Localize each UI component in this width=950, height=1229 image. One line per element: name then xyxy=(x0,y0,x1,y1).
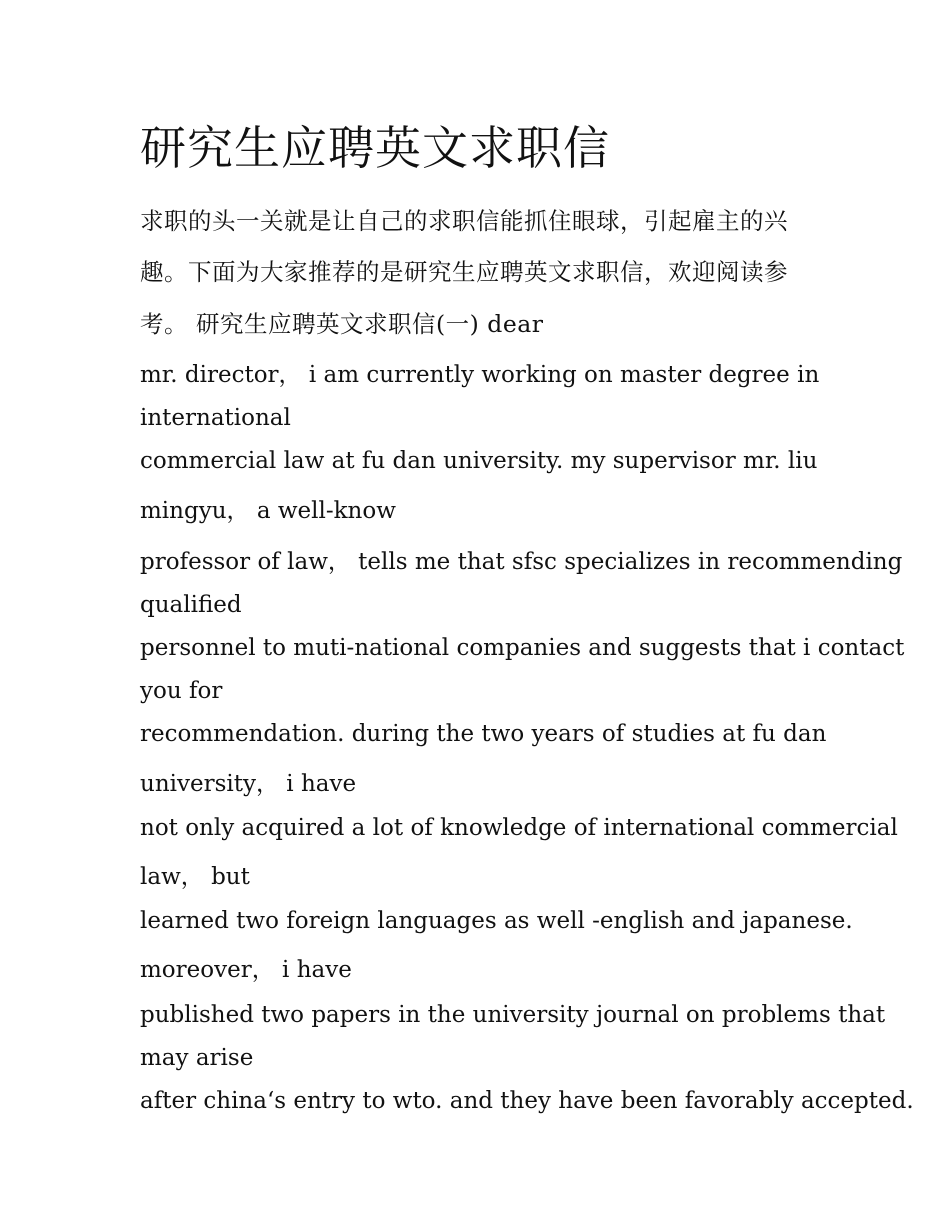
body-line: personnel to muti-national companies and suggests that i contact xyxy=(140,635,905,661)
body-line: not only acquired a lot of knowledge of international commercial xyxy=(140,815,898,841)
body-line: 求职的头一关就是让自己的求职信能抓住眼球，引起雇主的兴 xyxy=(140,207,788,235)
body-line: professor of law， tells me that sfsc specializes in recommending xyxy=(140,549,903,575)
body-line: 趣。下面为大家推荐的是研究生应聘英文求职信，欢迎阅读参 xyxy=(140,258,788,286)
document-title: 研究生应聘英文求职信 xyxy=(140,121,610,175)
body-line: mingyu， a well-know xyxy=(140,498,396,524)
body-line: qualified xyxy=(140,592,242,618)
body-line: after china‘s entry to wto. and they have been favorably accepted. xyxy=(140,1088,914,1114)
body-line: moreover， i have xyxy=(140,957,352,983)
body-line: law， but xyxy=(140,864,250,890)
body-line: mr. director， i am currently working on master degree in xyxy=(140,362,820,388)
body-line: international xyxy=(140,405,291,431)
body-line: may arise xyxy=(140,1045,254,1071)
body-line: published two papers in the university journal on problems that xyxy=(140,1002,886,1028)
body-line: 考。 研究生应聘英文求职信(一) dear xyxy=(140,310,544,338)
body-line: you for xyxy=(140,678,223,704)
body-line: commercial law at fu dan university. my supervisor mr. liu xyxy=(140,448,818,474)
body-line: recommendation. during the two years of studies at fu dan xyxy=(140,721,827,747)
body-line: university， i have xyxy=(140,771,357,797)
body-line: learned two foreign languages as well -english and japanese. xyxy=(140,908,853,934)
